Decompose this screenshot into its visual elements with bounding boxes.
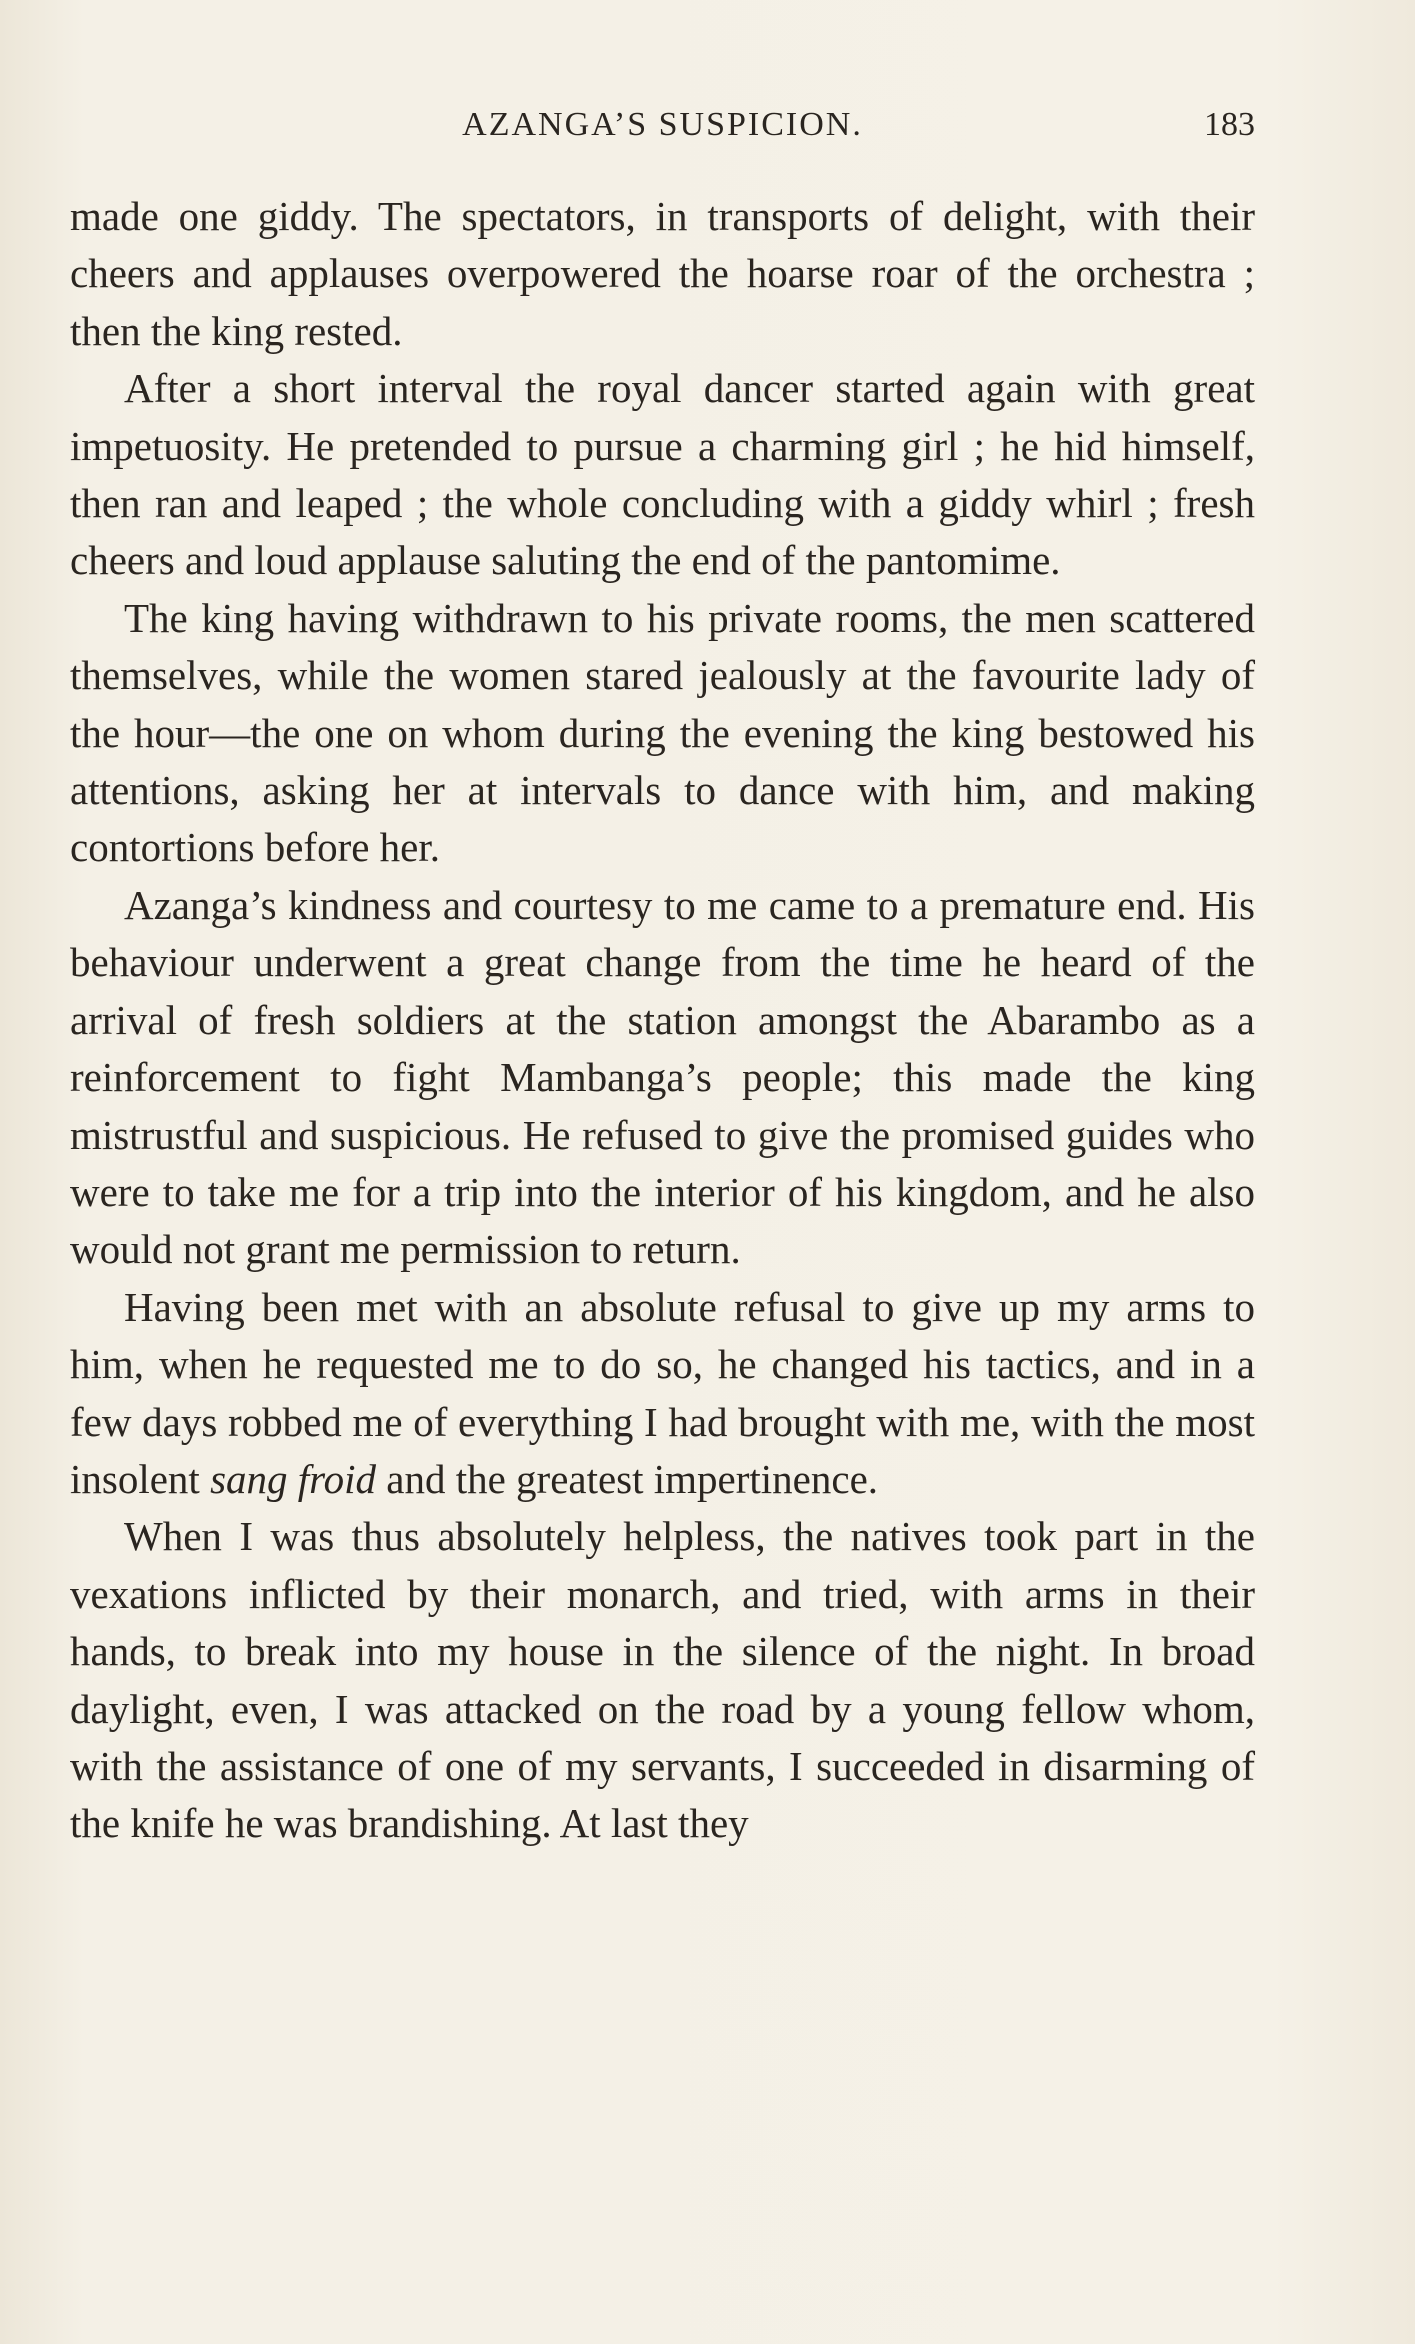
paragraph-5-text-after: and the greatest impertinence. bbox=[376, 1455, 879, 1502]
paragraph-5 bbox=[70, 1279, 1255, 1509]
paragraph-2: After a short interval the royal dancer started again with great impetuosity. He pretended to pursue a charming girl ; he hid himself, then ran and leaped ; the whole concluding with a giddy whirl ; fresh cheers and loud applause saluting the end of the pantomime. bbox=[70, 365, 1255, 584]
body-text bbox=[70, 188, 1255, 1853]
paragraph-5-text-before: Having been met with an absolute refusal to give up my arms to him, when he requested me to do so, he changed his tactics, and in a few days robbed me of everything I had brought with me, with the most insolent bbox=[70, 1283, 1255, 1502]
paragraph-1: made one giddy. The spectators, in transports of delight, with their cheers and applauses overpowered the hoarse roar of the orchestra ; then the king rested. bbox=[70, 193, 1255, 354]
paragraph-3: The king having withdrawn to his private rooms, the men scattered themselves, while the women stared jealously at the favourite lady of the hour—the one on whom during the evening the king bestowed his attentions, asking her at intervals to dance with him, and making contortions before her. bbox=[70, 594, 1255, 871]
paragraph-4: Azanga’s kindness and courtesy to me came to a premature end. His behaviour underwent a great change from the time he heard of the arrival of fresh soldiers at the station amongst the Abarambo as a reinforcement to fight Mambanga’s people; this made the king mistrustful and suspicious. He refused to give the promised guides who were to take me for a trip into the interior of his kingdom, and he also would not grant me permission to return. bbox=[70, 881, 1255, 1273]
paragraph-6: When I was thus absolutely helpless, the natives took part in the vexations inflicted by their monarch, and tried, with arms in their hands, to break into my house in the silence of the night. In broad daylight, even, I was attacked on the road by a young fellow whom, with the assistance of one of my servants, I succeeded in disarming of the knife he was brandishing. At last they bbox=[70, 1513, 1255, 1847]
running-head bbox=[70, 100, 1255, 150]
page-number: 183 bbox=[1204, 106, 1255, 143]
paragraph-5-italic-phrase: sang froid bbox=[210, 1455, 376, 1502]
running-title: AZANGA’S SUSPICION. bbox=[462, 106, 863, 143]
